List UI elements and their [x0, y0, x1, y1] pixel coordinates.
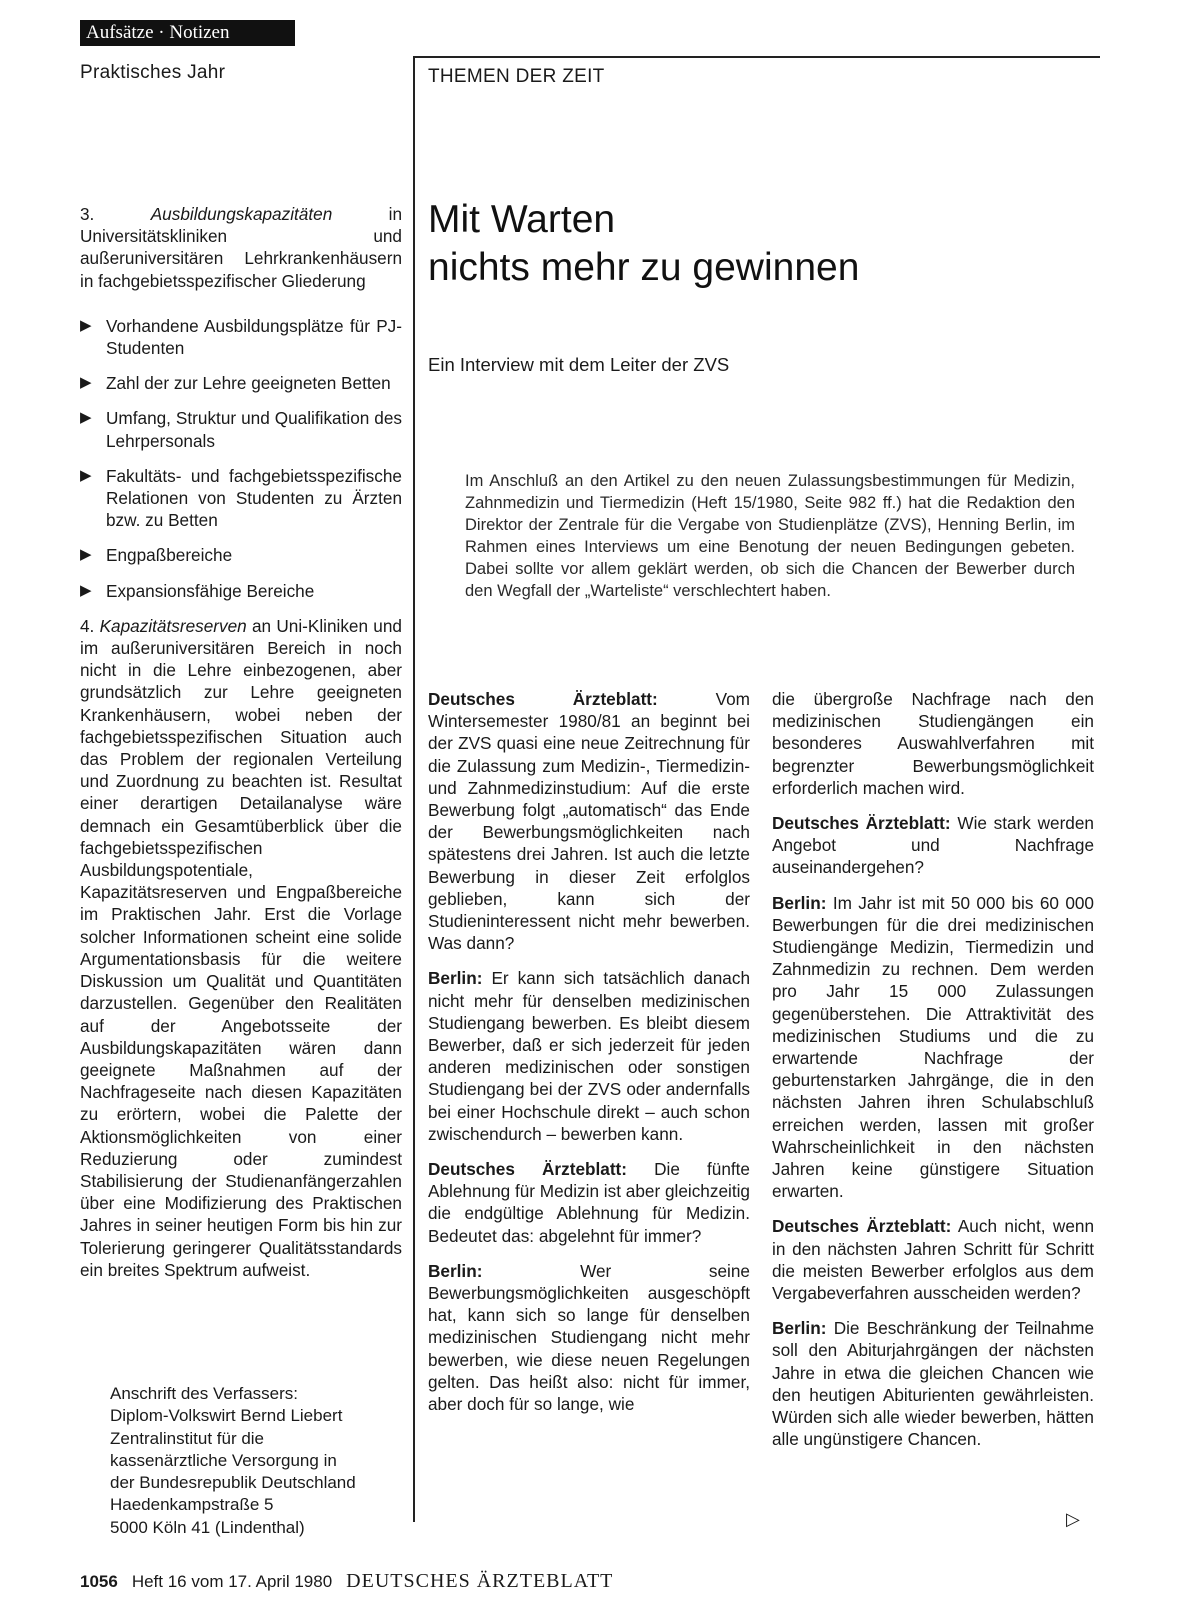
item-3-text: in Universitätskliniken und außeruniversitären Lehrkrankenhäusern in fachgebietsspezifischer Gliederung — [80, 204, 403, 291]
address-line: Zentralinstitut für die — [110, 1428, 265, 1448]
speaker-label: Deutsches Ärzteblatt: — [428, 1159, 628, 1180]
item-4-text: an Uni-Kliniken und im außeruniversitären Bereich in noch nicht in die Lehre einbezogenen, aber grundsätzlich zur Lehre geeigneten Krankenhäusern, wobei neben der fachgebietsspezifischen Situation auch das Problem der regionalen Verteilung und Zuordnung zu beachten ist. Resultat einer derartigen Detailanalyse wäre demnach ein Gesamtüberblick über die fachgebietsspezifischen Ausbildungspotentiale, Kapazitätsreserven und Engpaßbereiche im Praktischen Jahr. Erst die Vorlage solcher Informationen scheint eine solide Argumentationsbasis für die weitere Diskussion um Qualität und Quantitäten darzustellen. Gegenüber den Realitäten auf der Angebotsseite der Ausbildungskapazitäten wären dann geeignete Maßnahmen auf der Nachfrageseite nach diesen Kapazitäten zu erörtern, wobei die Palette der Aktionsmöglichkeiten von einer Reduzierung oder zumindest Stabilisierung der Studienanfängerzahlen über eine Modifizierung des Praktischen Jahres in seiner heutigen Form bis hin zur Tolerierung geringerer Qualitätsstandards ein breites Spektrum aufweist. — [80, 615, 402, 1280]
speaker-text: Wer seine Bewerbungsmöglichkeiten ausgeschöpft hat, kann sich so lange für denselben medizinischen Studiengang nicht mehr bewerben, wie diese neuen Regelungen gelten. Das heißt also: nicht für immer, aber doch für so lange, wie — [428, 1260, 750, 1415]
bullet-text: Fakultäts- und fachgebietsspezifische Relationen von Studenten zu Ärzten bzw. zu Betten — [106, 465, 402, 531]
interview-column-middle — [428, 688, 750, 1428]
address-line: Diplom-Volkswirt Bernd Liebert — [110, 1406, 343, 1426]
bullet-triangle-icon: ▶ — [80, 374, 92, 392]
address-line: 5000 Köln 41 (Lindenthal) — [110, 1517, 305, 1537]
continue-arrow-icon: ▷ — [1066, 1509, 1080, 1529]
item-4-number: 4. — [80, 615, 95, 636]
left-kicker: Praktisches Jahr — [80, 62, 226, 83]
bullet-triangle-icon: ▶ — [80, 546, 92, 564]
address-line: kassenärztliche Versorgung in — [110, 1450, 337, 1470]
interview-continuation: die übergroße Nachfrage nach den medizinischen Studiengängen ein besonderes Auswahlverfahren mit begrenzter Bewerbungsmöglichkeit erforderlich machen wird. — [772, 689, 1094, 798]
interview-answer — [428, 967, 750, 1145]
speaker-label: Berlin: — [428, 1260, 483, 1281]
left-column — [80, 203, 402, 1294]
item-3-term: Ausbildungskapazitäten — [150, 204, 333, 224]
bullet-triangle-icon: ▶ — [80, 466, 92, 484]
interview-question — [772, 1215, 1094, 1304]
interview-answer — [772, 1317, 1094, 1450]
speaker-label: Berlin: — [772, 1318, 827, 1339]
speaker-label: Deutsches Ärzteblatt: — [428, 689, 658, 709]
page-footer — [80, 1570, 613, 1593]
speaker-text: Im Jahr ist mit 50 000 bis 60 000 Bewerbungen für die drei medizinischen Studiengänge Medizin, Tiermedizin und Zahnmedizin zu rechnen. Dem werden pro Jahr 15 000 Zulassungen gegenüberstehen. Die Attraktivität des medizinischen Studiums und die zu erwartende Nachfrage der geburtenstarken Jahrgänge, die in den nächsten Jahren ihren Schulabschluß erreichen werden, lassen mit großer Wahrscheinlichkeit in den nächsten Jahren keine günstigere Situation erwarten. — [772, 892, 1094, 1202]
bullet-item — [80, 580, 402, 602]
author-address — [110, 1383, 410, 1539]
page-number: 1056 — [80, 1572, 118, 1591]
speaker-text: Er kann sich tatsächlich danach nicht mehr für denselben medizinischen Studiengang bewerben. Es bleibt diesem Bewerber, daß er sich jederzeit für jeden anderen medizinischen oder sonstigen Studiengang bei der ZVS oder andernfalls bei einer Hochschule direkt – auch schon zwischendurch – bewerben kann. — [428, 968, 751, 1144]
item-3-number: 3. — [80, 204, 95, 224]
bullet-triangle-icon: ▶ — [80, 316, 92, 334]
bullet-text: Zahl der zur Lehre geeigneten Betten — [106, 373, 391, 394]
interview-question — [428, 1158, 750, 1247]
bullet-triangle-icon: ▶ — [80, 409, 92, 427]
item-4-term: Kapazitätsreserven — [99, 615, 247, 636]
bullet-item — [80, 372, 402, 394]
bullet-item — [80, 315, 402, 359]
speaker-text: Auch nicht, wenn in den nächsten Jahren Schritt für Schritt die meisten Bewerber erfolglos aus dem Vergabeverfahren ausscheiden werden? — [772, 1216, 1095, 1304]
article-intro: Im Anschluß an den Artikel zu den neuen Zulassungsbestimmungen für Medizin, Zahnmedizin und Tiermedizin (Heft 15/1980, Seite 982 ff.) hat die Redaktion den Direktor der Zentrale für die Vergabe von Studienplätze (ZVS), Henning Berlin, im Rahmen eines Interviews um eine Benotung der neuen Bedingungen gebeten. Dabei sollte vor allem geklärt werden, ob sich die Chancen der Bewerber durch den Wegfall der „Warteliste“ verschlechtert haben. — [465, 472, 1075, 600]
right-kicker: THEMEN DER ZEIT — [428, 66, 605, 87]
interview-question — [772, 812, 1094, 879]
title-line-1: Mit Warten — [428, 198, 616, 241]
title-line-2: nichts mehr zu gewinnen — [428, 246, 860, 289]
interview-question — [428, 688, 750, 954]
speaker-label: Deutsches Ärzteblatt: — [772, 813, 951, 834]
item-3 — [80, 203, 402, 292]
interview-column-right — [772, 688, 1094, 1464]
address-line: Anschrift des Verfassers: — [110, 1384, 299, 1403]
speaker-label: Berlin: — [772, 892, 827, 913]
interview-answer — [428, 1260, 750, 1415]
speaker-label: Deutsches Ärzteblatt: — [772, 1216, 952, 1237]
address-line: Haedenkampstraße 5 — [110, 1495, 274, 1515]
bullet-text: Expansionsfähige Bereiche — [106, 580, 315, 601]
interview-answer — [772, 892, 1094, 1203]
column-divider — [413, 56, 415, 1522]
header-rule — [415, 56, 1100, 58]
speaker-text: Wie stark werden Angebot und Nachfrage auseinandergehen? — [772, 813, 1094, 878]
issue-info: Heft 16 vom 17. April 1980 — [131, 1572, 333, 1591]
bullet-text: Vorhandene Ausbildungsplätze für PJ-Studenten — [106, 315, 402, 359]
bullet-item — [80, 465, 402, 532]
speaker-text: Die fünfte Ablehnung für Medizin ist aber gleichzeitig die endgültige Ablehnung für Medizin. Bedeutet das: abgelehnt für immer? — [428, 1159, 750, 1246]
bullet-item — [80, 407, 402, 451]
article-title — [428, 196, 1088, 292]
speaker-label: Berlin: — [428, 968, 483, 989]
bullet-text: Umfang, Struktur und Qualifikation des Lehrpersonals — [106, 408, 402, 451]
item-4 — [80, 615, 402, 1281]
article-subtitle: Ein Interview mit dem Leiter der ZVS — [428, 354, 730, 375]
bullet-text: Engpaßbereiche — [106, 545, 233, 566]
address-line: der Bundesrepublik Deutschland — [110, 1473, 356, 1493]
bullet-triangle-icon: ▶ — [80, 581, 92, 599]
section-label: Aufsätze · Notizen — [80, 20, 295, 46]
journal-name: DEUTSCHES ÄRZTEBLATT — [346, 1570, 614, 1592]
bullet-item — [80, 544, 402, 566]
speaker-text: Vom Wintersemester 1980/81 an beginnt bei der ZVS quasi eine neue Zeitrechnung für die Zulassung zum Medizin-, Tiermedizin- und Zahnmedizinstudium: Auf die erste Bewerbung folgt „automatisch“ das Ende der Bewerbungsmöglichkeiten nach spätestens drei Jahren. Ist auch die letzte Bewerbung in dieser Zeit erfolglos geblieben, kann sich der Studieninteressent nicht mehr bewerben. Was dann? — [428, 689, 750, 954]
speaker-text: Die Beschränkung der Teilnahme soll den Abiturjahrgängen der nächsten Jahre in etwa die gleichen Chancen wie den heutigen Abiturienten gewährleisten. Würden sich alle wieder bewerben, hätten alle ungünstigere Chancen. — [772, 1318, 1095, 1450]
